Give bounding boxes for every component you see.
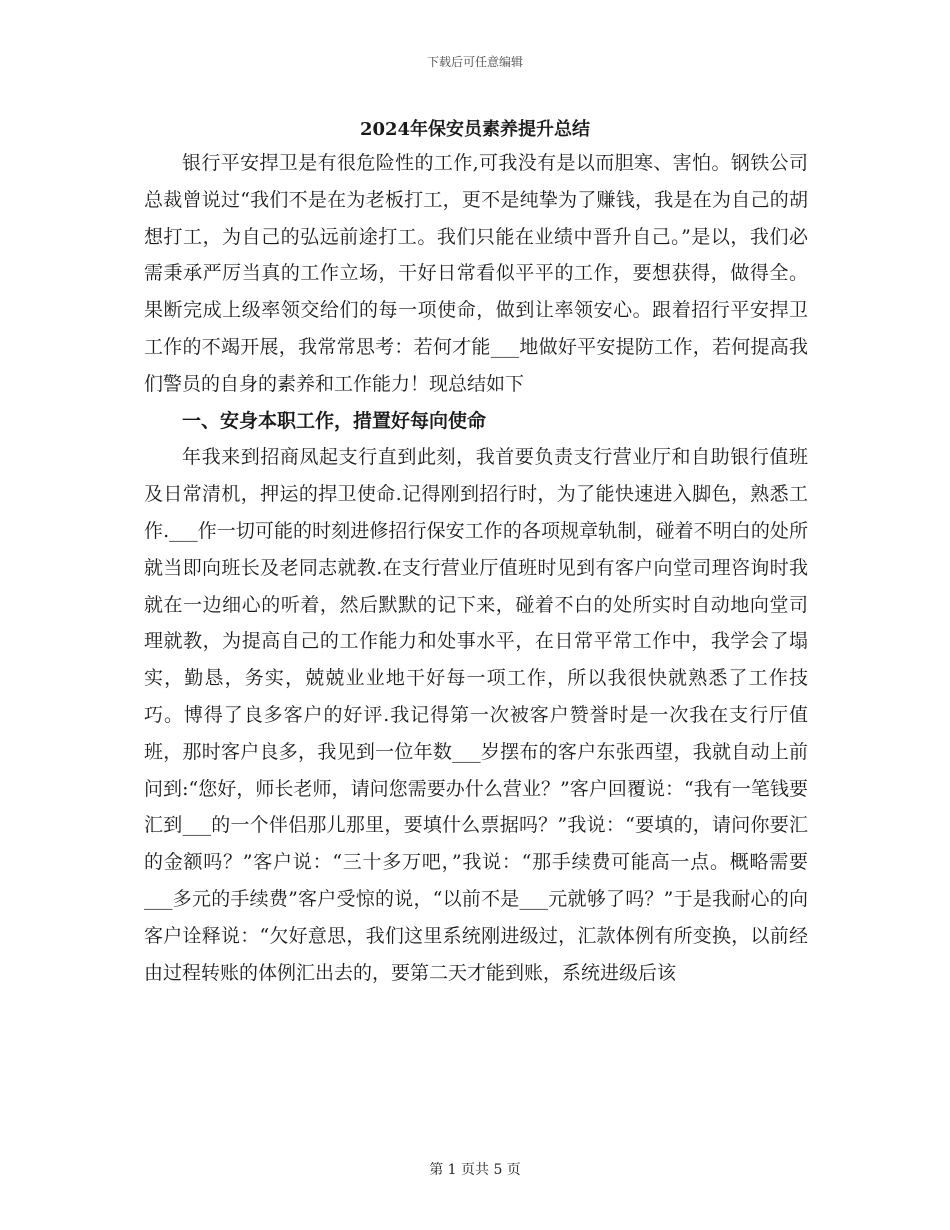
section-paragraph: 年我来到招商凤起支行直到此刻，我首要负责支行营业厅和自助银行值班及日常清机，押运的捍卫使命.记得刚到招行时，为了能快速进入脚色，熟悉工作.___作一切可能的时刻进修招行保安工作的各项规章轨制，碰着不明白的处所就当即向班长及老同志就教.在支行营业厅值班时见到有客户向堂司理咨询时我就在一边细心的听着，然后默默的记下来，碰着不白的处所实时自动地向堂司理就教，为提高自己的工作能力和处事水平，在日常平常工作中，我学会了塌实，勤恳，务实，兢兢业业地干好每一项工作，所以我很快就熟悉了工作技巧。博得了良多客户的好评.我记得第一次被客户赞誉时是一次我在支行厅值班，那时客户良多，我见到一位年数___岁摆布的客户东张西望，我就自动上前问到:“您好，师长老师，请问您需要办什么营业？”客户回覆说：“我有一笔钱要汇到___的一个伴侣那儿那里，要填什么票据吗？”我说：“要填的，请问你要汇的金额吗？”客户说：“三十多万吧，”我说：“那手续费可能高一点。概略需要___多元的手续费”客户受惊的说，“以前不是___元就够了吗？”于是我耐心的向客户诠释说：“欠好意思，我们这里系统刚进级过，汇款体例有所变换，以前经由过程转账的体例汇出去的，要第二天才能到账，系统进级后该	[144, 446, 808, 984]
intro-paragraph: 银行平安捍卫是有很危险性的工作,可我没有是以而胆寒、害怕。钢铁公司总裁曾说过“我们不是在为老板打工，更不是纯挚为了赚钱，我是在为自己的胡想打工，为自己的弘远前途打工。我们只能在业绩中晋升自己。”是以，我们必需秉承严厉当真的工作立场，干好日常看似平平的工作，要想获得，做得全。果断完成上级率领交给们的每一项使命，做到让率领安心。跟着招行平安捍卫工作的不竭开展，我常常思考：若何才能___地做好平安提防工作，若何提高我们警员的自身的素养和工作能力！现总结如下	[144, 152, 808, 395]
section-heading: 一、安身本职工作，措置好每向使命	[182, 409, 487, 432]
document-title: 2024年保安员素养提升总结	[359, 119, 591, 140]
page-footer: 第 1 页共 5 页	[429, 1162, 521, 1178]
document-body	[144, 145, 808, 991]
header-note: 下载后可任意编辑	[426, 55, 523, 69]
